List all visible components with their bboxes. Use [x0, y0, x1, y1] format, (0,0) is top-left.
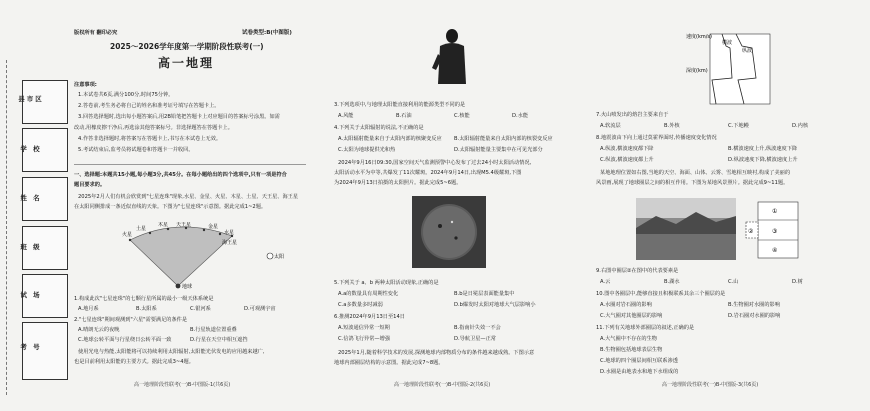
passage-line: 使用光电与热能,太阳能将可以持续利用太阳辐射,太阳能光伏发电的应用越来越广, — [78, 349, 265, 355]
passage-line: 2024年9月16日09:30,国家空间天气监测预警中心发布了过去24小时太阳活动情况, — [338, 160, 532, 166]
option[interactable]: D.纵波速度下降,横波速度上升 — [728, 157, 798, 163]
option[interactable]: B.指南针失效一不会 — [454, 325, 501, 331]
option[interactable]: A.地月系 — [78, 306, 99, 312]
option[interactable]: A.软流层 — [600, 123, 621, 129]
option[interactable]: C.银河系 — [190, 306, 211, 312]
planet-label: 水星 — [224, 230, 235, 236]
option[interactable]: A.太阳辐射能量来自于太阳内部的核聚变反应 — [338, 136, 442, 142]
question-3: 3.下列选项中,与地理太阳能直接利用的能源类型不同的是 — [334, 102, 466, 108]
sphere-label: ① — [772, 208, 778, 215]
option[interactable]: D.树 — [792, 279, 803, 285]
sphere-label: ③ — [772, 228, 778, 235]
question-8: 8.地震波由下向上通过莫霍界面时,传播速度变化情况 — [596, 135, 717, 141]
option[interactable]: A.风能 — [338, 113, 354, 119]
passage-line: 地球内部圈层结构的示意图。据此完成7~8题。 — [334, 360, 444, 366]
page-footer: 高一地理阶段性联考(一)B-中图版-1(共6页) — [134, 382, 231, 388]
note-line: 3.回答选择题时,选出每小题答案后,用2B铅笔把答题卡上对应题目的答案标号涂黑。如需 — [78, 114, 280, 120]
question-1: 1.构成此次"七星连珠"的七颗行星所属的最小一级天体系统是 — [74, 296, 214, 302]
option[interactable]: B.外核 — [664, 123, 680, 129]
option[interactable]: D.水能 — [512, 113, 529, 119]
passage-line: 在太阳同侧排成一条近似直线的天象。下图为"七星连珠"示意图。据此完成1~2题。 — [74, 204, 267, 210]
option[interactable]: C.地球公转平面与行星绕日公转平面一致 — [78, 337, 172, 343]
copyright: 版权所有 翻印必究 — [74, 30, 118, 36]
note-line: 2.答卷前,考生务必将自己的姓名和准考证号填写在答题卡上。 — [78, 103, 220, 109]
section-heading: 一、选择题:本题共15小题,每小题3分,共45分。在每小题给出的四个选项中,只有一项是符合 — [74, 172, 287, 178]
option[interactable]: A.大气圈中不存在的生物 — [600, 336, 657, 342]
notes-heading: 注意事项: — [74, 82, 97, 88]
option[interactable]: D.岩石圈对水圈的影响 — [728, 313, 781, 319]
page-footer: 高一地理阶段性联考(一)B-中图版-3(共6页) — [662, 382, 759, 388]
option[interactable]: C.信鸽飞行异常—增强 — [338, 336, 390, 342]
section-heading: 题目要求的。 — [74, 182, 106, 188]
planet-label: 太阳 — [274, 254, 285, 260]
note-line: 5.考试结束后,监考员将试题卷和答题卡一并收回。 — [78, 147, 194, 153]
landscape-photo — [636, 198, 736, 260]
field-label: 县市区 — [18, 95, 44, 103]
student-info-sidebar — [8, 62, 70, 392]
page-2 — [330, 0, 570, 411]
chart-label: 速度(km/s) — [686, 34, 712, 40]
option[interactable]: D.可观测宇宙 — [244, 306, 276, 312]
option[interactable]: D.内核 — [792, 123, 809, 129]
field-box[interactable] — [22, 322, 68, 380]
option[interactable]: A.a的数量具有周期性变化 — [338, 291, 399, 297]
planets-alignment-diagram — [120, 222, 290, 290]
option[interactable]: B.生物圈包括地球表层生物 — [600, 347, 663, 353]
option[interactable]: D.行星在天空中相互遮挡 — [190, 337, 248, 343]
option[interactable]: B.石油 — [396, 113, 412, 119]
option[interactable]: C.下地幔 — [728, 123, 749, 129]
seismic-wave-chart — [682, 26, 778, 106]
field-label: 试 场 — [20, 291, 42, 299]
option[interactable]: D.b爆发时太阳对地球大气层影响小 — [454, 302, 536, 308]
field-label: 学 校 — [20, 145, 42, 153]
passage-line: 太阳活动水平为中等,共爆发了11次耀斑。2024年9月14日,出现M5.4级耀斑,下图 — [334, 170, 522, 176]
page-1 — [70, 0, 310, 411]
question-7: 7.火山喷发出的熔岩主要来自于 — [596, 112, 669, 118]
sphere-label: ④ — [772, 247, 778, 254]
paper-type: 试卷类型:B(中图版) — [242, 30, 292, 36]
question-2: 2."七星连珠"期间观测到"六星"需要满足的条件是 — [74, 317, 188, 323]
planet-label: 天王星 — [176, 222, 192, 228]
field-label: 考 号 — [20, 343, 42, 351]
option[interactable]: C.山 — [728, 279, 739, 285]
planet-label: 地球 — [182, 284, 193, 290]
option[interactable]: C.大气圈对其他圈层的影响 — [600, 313, 663, 319]
option[interactable]: C.a多数量多时减弱 — [338, 302, 383, 308]
option[interactable]: C.地球的四个圈层间相互联系渗透 — [600, 358, 678, 364]
option[interactable]: B.太阳系 — [136, 306, 157, 312]
option[interactable]: A.纵波,横波速度都下降 — [600, 146, 654, 152]
question-5: 5.下列关于 a、b 两种太阳活动现象,正确的是 — [334, 280, 439, 286]
field-label: 姓 名 — [20, 194, 42, 202]
option[interactable]: D.太阳辐射能量主要集中在可见光部分 — [454, 147, 543, 153]
option[interactable]: A.晴朗无云的夜晚 — [78, 327, 120, 333]
sun-photo — [412, 196, 486, 268]
question-11: 11.下列有关地球外部圈层的叙述,正确的是 — [596, 325, 695, 331]
passage-line: 2025年2月人们有机会欣赏到"七星连珠"现象,水星、金星、火星、木星、土星、天王星、海王星 — [78, 194, 299, 200]
question-9: 9.右图中圈层②在图中的代表要素是 — [596, 268, 679, 274]
option[interactable]: C.核能 — [454, 113, 470, 119]
divider — [74, 164, 306, 165]
planet-label: 木星 — [158, 222, 169, 228]
chart-label: 纵波 — [742, 48, 753, 54]
option[interactable]: C.太阳为地球提供光和热 — [338, 147, 396, 153]
option[interactable]: A.云 — [600, 279, 611, 285]
option[interactable]: B.b是日冕层表面能量集中 — [454, 291, 515, 297]
note-line: 改动,用橡皮擦干净后,再选涂其他答案标号。非选择题答在答题卡上。 — [74, 125, 233, 131]
option[interactable]: B.湖水 — [664, 279, 680, 285]
page-footer: 高一地理阶段性联考(一)B-中图版-2(共6页) — [394, 382, 491, 388]
note-line: 1.本试卷共6页,满分100分,时间75分钟。 — [78, 92, 174, 98]
planet-label: 土星 — [136, 226, 147, 232]
option[interactable]: D.水圈是由地表水和地下水组成的 — [600, 369, 679, 375]
option[interactable]: B.太阳辐射能量来自太阳内部的核裂变反应 — [454, 136, 553, 142]
chart-label: 深度(km) — [686, 68, 708, 74]
person-photo — [430, 26, 474, 88]
option[interactable]: B.生物圈对水圈的影响 — [728, 302, 780, 308]
planet-label: 火星 — [122, 232, 133, 238]
sphere-diagram — [744, 200, 802, 260]
passage-line: 也是目前利用太阳能的主要方式。据此完成3~4题。 — [74, 359, 194, 365]
passage-line: 某地地理位置如右图,当地的天空、海面、山体、云雾、雪地相互映衬,构成了美丽的 — [600, 170, 791, 176]
option[interactable]: B.横波速度上升,纵波速度下降 — [728, 146, 798, 152]
option[interactable]: C.纵波,横波速度都上升 — [600, 157, 654, 163]
option[interactable]: B.行星轨道位置重叠 — [190, 327, 237, 333]
question-4: 4.下列关于太阳辐射的说法,不正确的是 — [334, 125, 424, 131]
option[interactable]: D.导航卫星—正常 — [454, 336, 496, 342]
passage-line: 风景画,展现了地球圈层之间的相互作用。下图为某地风景照片。据此完成9~11题。 — [596, 180, 789, 186]
note-line: 4.作答非选择题时,将答案写在答题卡上,书写在本试卷上无效。 — [78, 136, 222, 142]
question-6: 6.推测2024年9月13日至14日 — [334, 314, 405, 320]
chart-label: 横波 — [722, 40, 733, 46]
option[interactable]: A.短波通信异常一短期 — [338, 325, 390, 331]
option[interactable]: A.水圈对岩石圈的影响 — [600, 302, 652, 308]
question-10: 10.图中各圈层中,能够直接且积极联系其余三个圈层的是 — [596, 291, 726, 297]
field-label: 班 级 — [20, 243, 42, 251]
subject-title: 高一地理 — [158, 56, 215, 70]
passage-line: 2025年1月,随着科学技术的发展,探测地球内部物质分布的条件越来越成熟。下图示意 — [338, 350, 535, 356]
page-3 — [592, 0, 862, 411]
planet-label: 海王星 — [222, 240, 238, 246]
passage-line: 为2024年9月13日拍摄的太阳照片。据此完成5~6题。 — [334, 180, 462, 186]
exam-title: 2025～2026学年度第一学期阶段性联考(一) — [110, 42, 264, 51]
planet-label: 金星 — [208, 224, 219, 230]
sphere-label: ② — [748, 228, 754, 235]
